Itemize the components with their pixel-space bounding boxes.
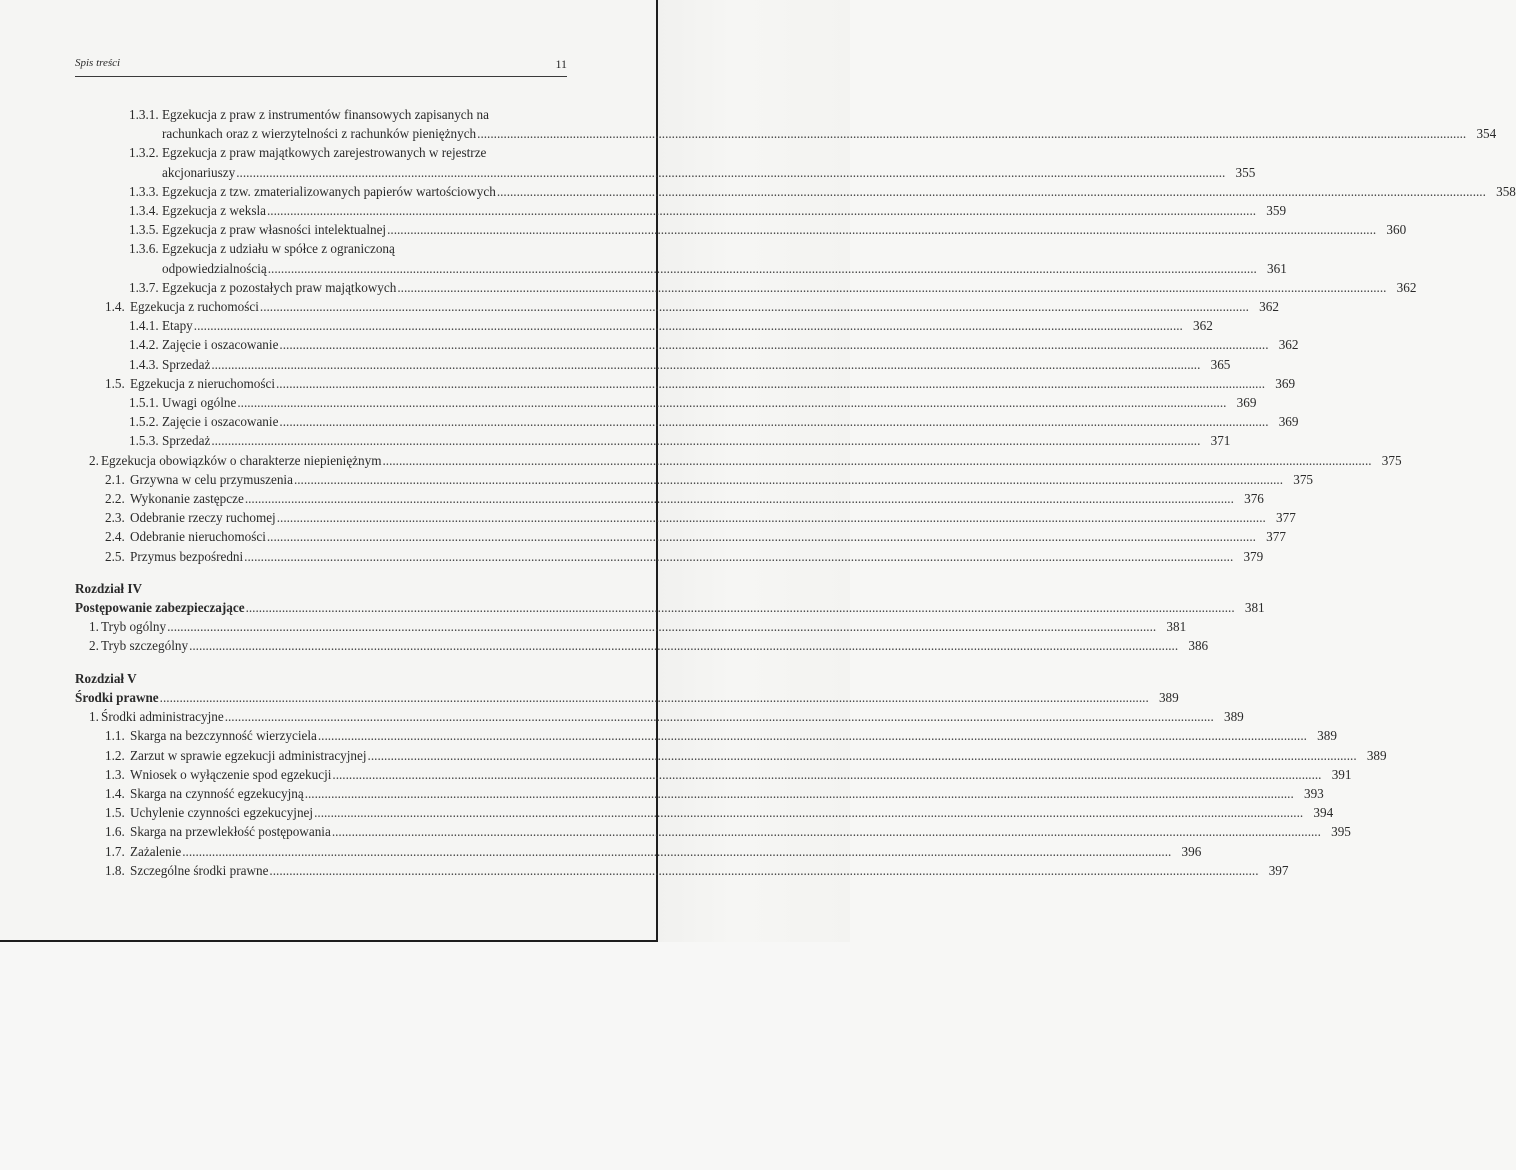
dot-leader: ............................................................................................................................................................................................................................................................................................................: [189, 638, 1179, 654]
toc-entry-number: 1.3.3.: [129, 183, 159, 199]
toc-page-number: 391: [1331, 766, 1352, 782]
toc-entry-text: Wykonanie zastępcze: [130, 491, 244, 507]
toc-line: [162, 316, 1213, 335]
toc-entry-number: 1.: [89, 709, 99, 725]
toc-entry[interactable]: [75, 527, 1286, 546]
toc-entry-text: Etapy: [162, 318, 193, 334]
toc-entry-number: 1.3.6.: [129, 241, 159, 257]
toc-line: [75, 688, 1179, 707]
header-rule: [75, 76, 567, 77]
toc-line: [162, 163, 1256, 182]
toc-page-number: 362: [1259, 299, 1279, 315]
toc-entry-number: 1.4.3.: [129, 356, 159, 372]
toc-line: [162, 259, 1287, 278]
page-number: 11: [555, 57, 567, 71]
toc-entry[interactable]: [75, 547, 1264, 566]
toc-entry-text: Egzekucja z praw własności intelektualnej: [162, 222, 387, 238]
toc-entry-text: Postępowanie zabezpieczające: [75, 600, 245, 616]
toc-line: [130, 527, 1286, 546]
toc-line: [101, 451, 1402, 470]
toc-page-number: 389: [1158, 689, 1179, 705]
toc-line: [130, 746, 1387, 765]
toc-entry[interactable]: [75, 182, 1516, 201]
toc-page-number: 375: [1293, 471, 1314, 487]
toc-entry-number: 1.5.1.: [129, 395, 159, 411]
dot-leader: ............................................................................................................................................................................................................................................................................................................: [314, 805, 1304, 821]
dot-leader: ............................................................................................................................................................................................................................................................................................................: [276, 375, 1266, 391]
toc-entry-number: 1.4.2.: [129, 337, 159, 353]
toc-entry-number: 1.7.: [105, 843, 125, 859]
toc-entry-text: Egzekucja z nieruchomości: [130, 375, 275, 391]
toc-page-number: 395: [1331, 824, 1351, 840]
toc-line: [162, 278, 1417, 297]
toc-entry-text: Skarga na przewlekłość postępowania: [130, 824, 331, 840]
toc-entry[interactable]: [75, 412, 1299, 431]
toc-line: [162, 220, 1407, 239]
dot-leader: ............................................................................................................................................................................................................................................................................................................: [293, 471, 1284, 487]
dot-leader: ............................................................................................................................................................................................................................................................................................................: [193, 318, 1183, 334]
toc-line: [130, 765, 1352, 784]
toc-entry[interactable]: [75, 297, 1279, 316]
toc-entry-number: 2.1.: [105, 471, 125, 487]
toc-entry-text: Tryb szczególny: [101, 638, 189, 654]
toc-entry[interactable]: [75, 784, 1324, 803]
toc-line: [130, 842, 1202, 861]
scan-background-bottom: [0, 942, 850, 1170]
toc-line: [162, 201, 1287, 220]
toc-line: [130, 822, 1351, 841]
toc-page-number: 397: [1268, 862, 1289, 878]
toc-line: [130, 803, 1334, 822]
toc-entry-text: Sprzedaż: [162, 433, 211, 449]
dot-leader: ............................................................................................................................................................................................................................................................................................................: [276, 510, 1266, 526]
dot-leader: ............................................................................................................................................................................................................................................................................................................: [382, 452, 1372, 468]
toc-page-number: 393: [1303, 785, 1324, 801]
toc-line: [75, 598, 1265, 617]
toc-entry-text: Środki prawne: [75, 689, 159, 705]
chapter-title-entry[interactable]: [75, 598, 1265, 617]
toc-entry-number: 1.3.4.: [129, 203, 159, 219]
toc-page-number: 359: [1266, 203, 1287, 219]
toc-entry[interactable]: [75, 822, 1351, 841]
dot-leader: ............................................................................................................................................................................................................................................................................................................: [269, 862, 1259, 878]
toc-line: [130, 297, 1279, 316]
section-gap: [75, 656, 567, 669]
toc-entry-text: Egzekucja z weksla: [162, 203, 266, 219]
toc-line: [130, 489, 1264, 508]
dot-leader: ............................................................................................................................................................................................................................................................................................................: [182, 843, 1172, 859]
toc-entry[interactable]: [75, 201, 1287, 220]
toc-entry-text: Wniosek o wyłączenie spod egzekucji: [130, 766, 332, 782]
toc-entry-number: 1.4.1.: [129, 318, 159, 334]
toc-entry-number: 1.3.1.: [129, 107, 159, 122]
toc-entry-number: 1.3.2.: [129, 145, 159, 161]
toc-entry-number: 1.8.: [105, 862, 125, 878]
toc-entry[interactable]: [75, 842, 1202, 861]
toc-entry[interactable]: [75, 220, 1407, 239]
toc-entry-number: 1.: [89, 619, 99, 635]
toc-entry-number: 2.: [89, 452, 99, 468]
toc-entry[interactable]: [75, 335, 1299, 354]
dot-leader: ............................................................................................................................................................................................................................................................................................................: [159, 689, 1149, 705]
toc-page-number: 362: [1396, 279, 1417, 295]
dot-leader: ............................................................................................................................................................................................................................................................................................................: [367, 747, 1357, 763]
toc-entry-text: Grzywna w celu przymuszenia: [130, 471, 293, 487]
toc-entry[interactable]: [75, 278, 1417, 297]
dot-leader: ............................................................................................................................................................................................................................................................................................................: [332, 766, 1322, 782]
toc-entry-text: Uwagi ogólne: [162, 395, 237, 411]
dot-leader: ............................................................................................................................................................................................................................................................................................................: [266, 203, 1257, 219]
toc-page-number: 369: [1236, 395, 1257, 411]
toc-entry-number: 2.4.: [105, 529, 125, 545]
toc-entry-number: 1.5.3.: [129, 433, 159, 449]
toc-line: [130, 784, 1324, 803]
toc-entry-number: 1.2.: [105, 747, 125, 763]
toc-entry-number: 2.2.: [105, 491, 125, 507]
toc-entry-text: odpowiedzialnością: [162, 260, 267, 276]
toc-line: [130, 861, 1289, 880]
toc-entry-number: 1.3.5.: [129, 222, 159, 238]
chapter-heading: Rozdział IV: [75, 580, 143, 596]
toc-page-number: 389: [1317, 728, 1337, 744]
toc-page-number: 377: [1276, 510, 1296, 526]
toc-page-number: 386: [1188, 638, 1209, 654]
toc-entry[interactable]: [75, 803, 1334, 822]
toc-entry-number: 1.5.: [105, 375, 125, 391]
toc-page-number: 396: [1181, 843, 1202, 859]
toc-line: [162, 124, 1497, 143]
toc-entry[interactable]: [75, 316, 1213, 335]
toc-page-number: 375: [1381, 452, 1402, 468]
toc-line: [130, 470, 1314, 489]
toc-entry-text: Zajęcie i oszacowanie: [162, 414, 279, 430]
toc-entry[interactable]: [75, 470, 1314, 489]
running-title: Spis treści: [75, 57, 121, 69]
toc-entry-text: Odebranie nieruchomości: [130, 529, 266, 545]
dot-leader: ............................................................................................................................................................................................................................................................................................................: [496, 183, 1486, 199]
toc-line: [130, 547, 1264, 566]
chapter-title-entry[interactable]: [75, 688, 1179, 707]
dot-leader: ............................................................................................................................................................................................................................................................................................................: [387, 222, 1377, 238]
toc-entry[interactable]: [75, 143, 1256, 181]
toc-page-number: 358: [1496, 183, 1516, 199]
toc-entry-number: 2.5.: [105, 548, 125, 564]
dot-leader: ............................................................................................................................................................................................................................................................................................................: [397, 279, 1387, 295]
toc-page-number: 379: [1243, 548, 1264, 564]
toc-entry[interactable]: [75, 508, 1296, 527]
toc-entry[interactable]: [75, 393, 1257, 412]
dot-leader: ............................................................................................................................................................................................................................................................................................................: [317, 728, 1307, 744]
toc-entry[interactable]: [75, 707, 1244, 726]
dot-leader: ............................................................................................................................................................................................................................................................................................................: [266, 529, 1256, 545]
toc-entry-text: Egzekucja obowiązków o charakterze niepieniężnym: [101, 452, 382, 468]
toc-page-number: 389: [1223, 709, 1244, 725]
toc-page-number: 354: [1476, 126, 1497, 142]
dot-leader: ............................................................................................................................................................................................................................................................................................................: [245, 600, 1235, 616]
toc-entry-number: 1.4.: [105, 299, 125, 315]
toc-entry-number: 2.: [89, 638, 99, 654]
toc-entry-number: 1.5.: [105, 805, 125, 821]
toc-page-number: 361: [1267, 260, 1287, 276]
toc-entry-text: Uchylenie czynności egzekucyjnej: [130, 805, 314, 821]
dot-leader: ............................................................................................................................................................................................................................................................................................................: [267, 260, 1257, 276]
dot-leader: ............................................................................................................................................................................................................................................................................................................: [304, 785, 1294, 801]
toc-entry-text: Egzekucja z ruchomości: [130, 299, 259, 315]
toc-entry[interactable]: [75, 355, 1231, 374]
toc-page-number: 376: [1244, 491, 1264, 507]
dot-leader: ............................................................................................................................................................................................................................................................................................................: [331, 824, 1321, 840]
toc-page-number: 381: [1244, 600, 1265, 616]
toc-page-number: 362: [1278, 337, 1299, 353]
chapter-heading: Rozdział V: [75, 670, 137, 686]
toc-entry-text: Sprzedaż: [162, 356, 211, 372]
toc-line: [162, 412, 1299, 431]
toc-entry-text: Szczególne środki prawne: [130, 862, 269, 878]
toc-entry[interactable]: [75, 746, 1387, 765]
toc-page-number: 360: [1386, 222, 1407, 238]
toc-entry-text: Przymus bezpośredni: [130, 548, 244, 564]
toc-entry-text: Egzekucja z praw z instrumentów finansowych zapisanych na: [162, 107, 490, 122]
dot-leader: ............................................................................................................................................................................................................................................................................................................: [279, 414, 1269, 430]
toc-line: [162, 182, 1516, 201]
toc-entry-text: Tryb ogólny: [101, 619, 167, 635]
dot-leader: ............................................................................................................................................................................................................................................................................................................: [259, 299, 1249, 315]
toc-entry-number: 1.3.: [105, 766, 125, 782]
table-of-contents: [75, 105, 1516, 880]
dot-leader: ............................................................................................................................................................................................................................................................................................................: [237, 395, 1227, 411]
toc-entry-number: 1.6.: [105, 824, 125, 840]
toc-entry[interactable]: [75, 861, 1289, 880]
toc-entry-text: Środki administracyjne: [101, 709, 224, 725]
toc-page-number: 371: [1210, 433, 1231, 449]
toc-page-number: 365: [1210, 356, 1231, 372]
toc-entry-text: Skarga na czynność egzekucyjną: [130, 785, 304, 801]
dot-leader: ............................................................................................................................................................................................................................................................................................................: [244, 548, 1234, 564]
running-header: [75, 57, 567, 75]
toc-page-number: 377: [1266, 529, 1286, 545]
dot-leader: ............................................................................................................................................................................................................................................................................................................: [211, 433, 1201, 449]
toc-entry[interactable]: [75, 489, 1264, 508]
toc-page-number: 394: [1313, 805, 1334, 821]
dot-leader: ............................................................................................................................................................................................................................................................................................................: [477, 126, 1467, 142]
toc-entry-text: Odebranie rzeczy ruchomej: [130, 510, 276, 526]
toc-entry-number: 2.3.: [105, 510, 125, 526]
toc-entry[interactable]: [75, 765, 1352, 784]
dot-leader: ............................................................................................................................................................................................................................................................................................................: [244, 491, 1234, 507]
toc-page-number: 362: [1193, 318, 1213, 334]
toc-line: [162, 335, 1299, 354]
toc-entry[interactable]: [75, 374, 1296, 393]
toc-entry[interactable]: [75, 617, 1187, 636]
dot-leader: ............................................................................................................................................................................................................................................................................................................: [236, 164, 1226, 180]
toc-line: [101, 617, 1187, 636]
toc-entry-text: Egzekucja z pozostałych praw majątkowych: [162, 279, 397, 295]
toc-page-number: 381: [1166, 619, 1187, 635]
toc-line: [101, 707, 1244, 726]
toc-entry[interactable]: [75, 451, 1402, 470]
toc-line: [162, 355, 1231, 374]
toc-entry-text: Skarga na bezczynność wierzyciela: [130, 728, 317, 744]
toc-line: [130, 726, 1337, 745]
toc-entry-number: 1.1.: [105, 728, 125, 744]
dot-leader: ............................................................................................................................................................................................................................................................................................................: [167, 619, 1157, 635]
toc-page-number: 369: [1275, 375, 1296, 391]
toc-line: [162, 393, 1257, 412]
toc-entry-text: Zarzut w sprawie egzekucji administracyjnej: [130, 747, 367, 763]
toc-entry-text: akcjonariuszy: [162, 164, 236, 180]
toc-entry[interactable]: [75, 726, 1337, 745]
toc-line: [101, 636, 1209, 655]
dot-leader: ............................................................................................................................................................................................................................................................................................................: [224, 709, 1214, 725]
dot-leader: ............................................................................................................................................................................................................................................................................................................: [279, 337, 1269, 353]
toc-entry-text: Zajęcie i oszacowanie: [162, 337, 279, 353]
toc-entry-number: 1.5.2.: [129, 414, 159, 430]
toc-line: [162, 431, 1231, 450]
toc-entry-number: 1.3.7.: [129, 279, 159, 295]
section-gap: [75, 566, 567, 579]
toc-entry-text: Egzekucja z tzw. zmaterializowanych papierów wartościowych: [162, 183, 496, 199]
toc-page-number: 369: [1278, 414, 1299, 430]
toc-entry-text: Zażalenie: [130, 843, 182, 859]
toc-line: [130, 374, 1296, 393]
toc-entry[interactable]: [75, 105, 1497, 143]
toc-page-number: 355: [1235, 164, 1256, 180]
toc-entry-text: rachunkach oraz z wierzytelności z rachunków pieniężnych: [162, 126, 477, 142]
dot-leader: ............................................................................................................................................................................................................................................................................................................: [211, 356, 1201, 372]
toc-entry[interactable]: [75, 239, 1287, 277]
toc-entry-text: Egzekucja z praw majątkowych zarejestrowanych w rejestrze: [162, 145, 487, 161]
toc-entry-number: 1.4.: [105, 785, 125, 801]
toc-entry[interactable]: [75, 431, 1231, 450]
toc-page-number: 389: [1366, 747, 1387, 763]
toc-entry[interactable]: [75, 636, 1209, 655]
toc-entry-text: Egzekucja z udziału w spółce z ograniczoną: [162, 241, 395, 257]
toc-line: [130, 508, 1296, 527]
